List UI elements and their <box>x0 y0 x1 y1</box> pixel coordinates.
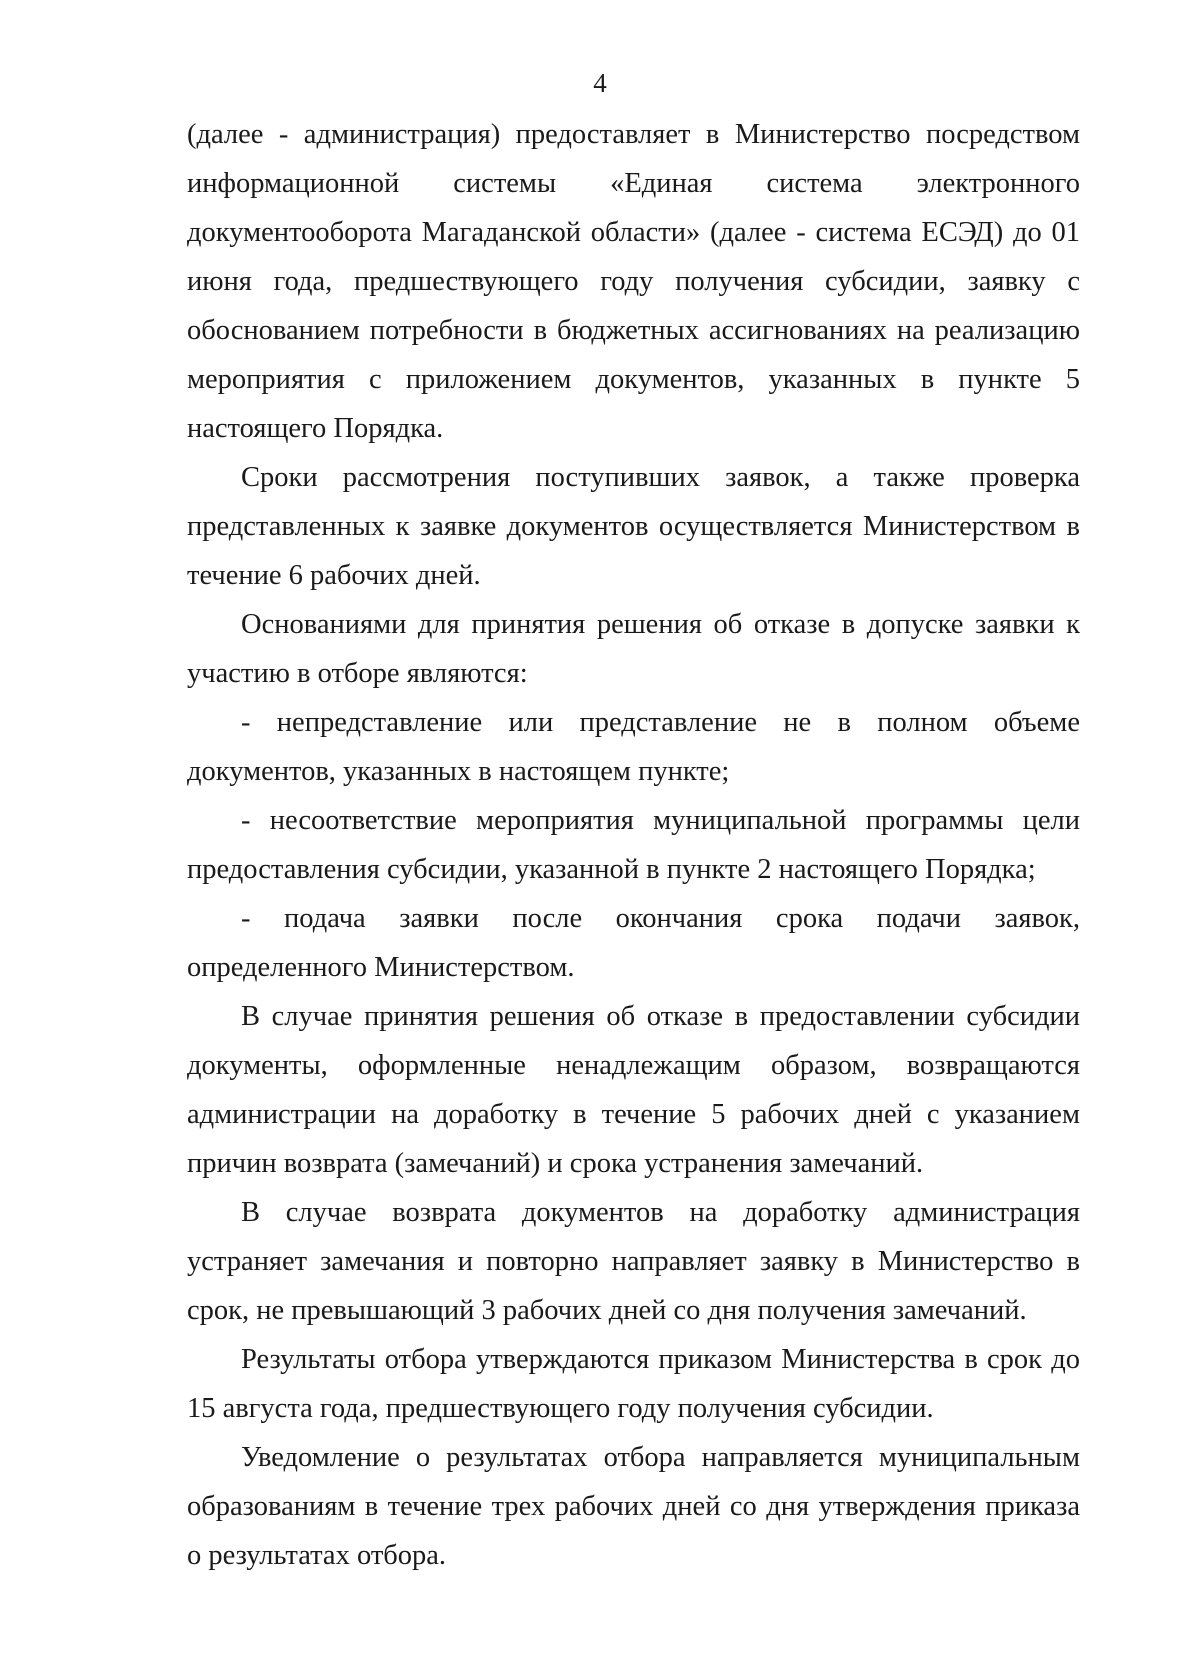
paragraph-documents-return: В случае принятия решения об отказе в предоставлении субсидии документы, оформленные ненадлежащим образом, возвращаются администрации на доработку в течение 5 рабочих дней с указанием причин возврата (замечаний) и срока устранения замечаний. <box>187 1001 1080 1179</box>
paragraph-results-notification: Уведомление о результатах отбора направляется муниципальным образованиям в течение трех рабочих дней со дня утверждения приказа о результатах отбора. <box>187 1442 1080 1571</box>
document-body <box>187 110 1080 1580</box>
paragraph-rejection-grounds: Основаниями для принятия решения об отказе в допуске заявки к участию в отборе являются: <box>187 609 1080 689</box>
list-item-incomplete-documents: - непредставление или представление не в полном объеме документов, указанных в настоящем пункте; <box>187 707 1080 787</box>
paragraph-continuation: (далее - администрация) предоставляет в Министерство посредством информационной системы «Единая система электронного документооборота Магаданской области» (далее - система ЕСЭД) до 01 июня года, предшествующего году получения субсидии, заявку с обоснованием потребности в бюджетных ассигнованиях на реализацию мероприятия с приложением документов, указанных в пункте 5 настоящего Порядка. <box>187 119 1080 444</box>
list-item-mismatch-purpose: - несоответствие мероприятия муниципальной программы цели предоставления субсидии, указанной в пункте 2 настоящего Порядка; <box>187 805 1080 885</box>
paragraph-resubmission: В случае возврата документов на доработку администрация устраняет замечания и повторно направляет заявку в Министерство в срок, не превышающий 3 рабочих дней со дня получения замечаний. <box>187 1197 1080 1326</box>
paragraph-selection-results: Результаты отбора утверждаются приказом Министерства в срок до 15 августа года, предшествующего году получения субсидии. <box>187 1344 1080 1424</box>
page-number: 4 <box>593 68 607 98</box>
paragraph-review-terms: Сроки рассмотрения поступивших заявок, а также проверка представленных к заявке документов осуществляется Министерством в течение 6 рабочих дней. <box>187 462 1080 591</box>
list-item-late-submission: - подача заявки после окончания срока подачи заявок, определенного Министерством. <box>187 903 1080 983</box>
